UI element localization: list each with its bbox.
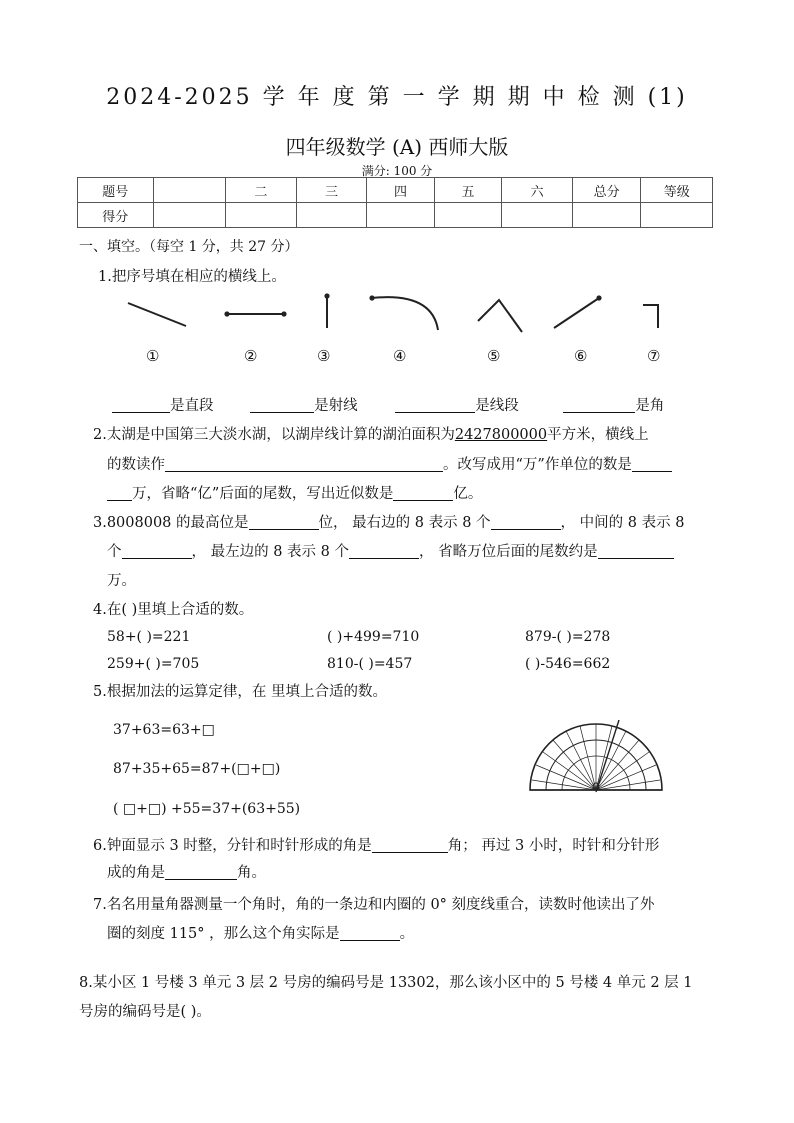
score-table	[77, 177, 713, 228]
q6-text: 角。	[237, 865, 266, 881]
q7-text: 圈的刻度 115° ，那么这个角实际是	[107, 926, 340, 942]
answer-blank[interactable]	[107, 482, 132, 501]
figure-label: ⑦	[647, 347, 661, 365]
answer-blank[interactable]	[563, 394, 635, 413]
q2-text: 2.太湖是中国第三大淡水湖，以湖岸线计算的湖泊面积为	[93, 427, 455, 443]
header-cell: 总分	[572, 178, 641, 203]
q5-equation[interactable]: 87+35+65=87+(□+□)	[113, 761, 281, 777]
figure-2-segment	[224, 311, 286, 316]
protractor-image	[524, 720, 669, 794]
section-heading: 一、填空。（每空 1 分，共 27 分）	[79, 239, 299, 255]
answer-blank[interactable]	[165, 861, 237, 880]
answer-blank[interactable]	[349, 540, 419, 559]
answer-caption: 是角	[635, 398, 665, 414]
answer-blank[interactable]	[393, 482, 453, 501]
score-cell[interactable]	[641, 203, 713, 228]
question-5: 5.根据加法的运算定律，在 里填上合适的数。	[93, 684, 387, 700]
q3-text: 位， 最右边的 8 表示 8 个	[318, 515, 491, 531]
answer-blank[interactable]	[340, 922, 400, 941]
question-2-line-1	[93, 423, 649, 447]
question-6-line-1	[93, 834, 659, 858]
q2-text: 亿。	[453, 486, 483, 502]
q4-item[interactable]: ( )-546=662	[525, 656, 611, 672]
q4-item[interactable]: ( )+499=710	[327, 629, 420, 645]
answer-caption: 是线段	[475, 398, 519, 414]
answer-blank[interactable]	[632, 453, 672, 472]
answer-blank[interactable]	[491, 511, 561, 530]
answer-blank[interactable]	[395, 394, 475, 413]
header-cell	[153, 178, 226, 203]
score-cell[interactable]	[502, 203, 573, 228]
q2-text: 的数读作	[107, 457, 165, 473]
question-2-line-3	[107, 482, 482, 506]
q6-text: 6.钟面显示 3 时整，分针和时针形成的角是	[93, 838, 372, 854]
header-cell: 五	[434, 178, 502, 203]
q5-equation[interactable]: 37+63=63+□	[113, 722, 215, 738]
answer-blank[interactable]	[249, 511, 319, 530]
q1-answer-row	[112, 394, 664, 418]
q3-text: 3.8008008 的最高位是	[93, 515, 249, 531]
q2-text: 万，省略“亿”后面的尾数，写出近似数是	[132, 486, 394, 502]
question-3-line-2	[107, 540, 674, 564]
header-cell: 六	[502, 178, 573, 203]
q4-item[interactable]: 58+( )=221	[107, 629, 191, 645]
header-cell: 题号	[78, 178, 154, 203]
q5-equation[interactable]: ( □+□) +55=37+(63+55)	[113, 801, 301, 817]
q3-text: ， 中间的 8 表示 8	[560, 515, 685, 531]
question-8-line-2: 号房的编码号是( )。	[79, 1004, 211, 1020]
header-cell: 四	[367, 178, 435, 203]
exam-subtitle: 四年级数学 (A) 西师大版	[285, 135, 509, 159]
question-4: 4.在( )里填上合适的数。	[93, 602, 254, 618]
figure-5-angle	[478, 300, 522, 332]
header-cell: 三	[296, 178, 367, 203]
question-8-line-1: 8.某小区 1 号楼 3 单元 3 层 2 号房的编码号是 13302，那么该小区中的 5 号楼 4 单元 2 层 1	[79, 975, 693, 991]
score-cell[interactable]	[296, 203, 367, 228]
q3-text: ， 最左边的 8 表示 8 个	[191, 544, 349, 560]
answer-blank[interactable]	[250, 394, 314, 413]
full-mark: 满分: 100 分	[361, 164, 433, 178]
figure-label: ①	[146, 347, 160, 365]
q7-text: 。	[399, 926, 415, 942]
score-table-header-row	[78, 178, 713, 203]
q6-text: 成的角是	[107, 865, 165, 881]
figure-label: ②	[244, 347, 258, 365]
q2-text: 平方米，横线上	[547, 427, 649, 443]
answer-blank[interactable]	[598, 540, 674, 559]
figure-6-segment	[554, 295, 602, 328]
question-7-line-2	[107, 922, 414, 946]
question-3-line-1	[93, 511, 684, 535]
exam-title: 2024-2025 学 年 度 第 一 学 期 期 中 检 测 (1)	[106, 85, 688, 110]
header-cell: 等级	[641, 178, 713, 203]
question-2-line-2	[107, 453, 672, 477]
score-row-label: 得分	[78, 203, 154, 228]
header-cell: 二	[226, 178, 297, 203]
figure-label: ④	[393, 347, 407, 365]
line-figures	[110, 288, 710, 350]
q2-text: 。改写成用“万”作单位的数是	[443, 457, 632, 473]
figure-1-ray	[128, 303, 186, 326]
q2-area-number: 2427800000	[454, 427, 548, 443]
answer-blank[interactable]	[112, 394, 170, 413]
q3-text: 个	[107, 544, 122, 560]
q4-item[interactable]: 259+( )=705	[107, 656, 200, 672]
score-cell[interactable]	[226, 203, 297, 228]
question-7-line-1: 7.名名用量角器测量一个角时，角的一条边和内圈的 0° 刻度线重合，读数时他读出了外	[93, 897, 655, 913]
figure-4-curve	[369, 295, 438, 330]
answer-blank[interactable]	[122, 540, 192, 559]
answer-blank[interactable]	[372, 834, 448, 853]
q6-text: 角； 再过 3 小时，时针和分针形	[447, 838, 660, 854]
q4-item[interactable]: 810-( )=457	[327, 656, 413, 672]
answer-caption: 是直段	[170, 398, 214, 414]
score-cell[interactable]	[367, 203, 435, 228]
question-3-line-3: 万。	[107, 573, 136, 589]
figure-label: ⑤	[487, 347, 501, 365]
score-cell[interactable]	[572, 203, 641, 228]
score-table-score-row	[78, 203, 713, 228]
question-1: 1.把序号填在相应的横线上。	[98, 269, 286, 285]
score-cell[interactable]	[434, 203, 502, 228]
figure-7-angle	[643, 305, 658, 328]
answer-blank[interactable]	[165, 453, 443, 472]
figure-3-ray	[324, 293, 329, 328]
answer-caption: 是射线	[314, 398, 358, 414]
score-cell[interactable]	[153, 203, 226, 228]
figure-label: ③	[317, 347, 331, 365]
q4-item[interactable]: 879-( )=278	[525, 629, 611, 645]
q3-text: ， 省略万位后面的尾数约是	[419, 544, 598, 560]
question-6-line-2	[107, 861, 266, 885]
figure-label: ⑥	[574, 347, 588, 365]
